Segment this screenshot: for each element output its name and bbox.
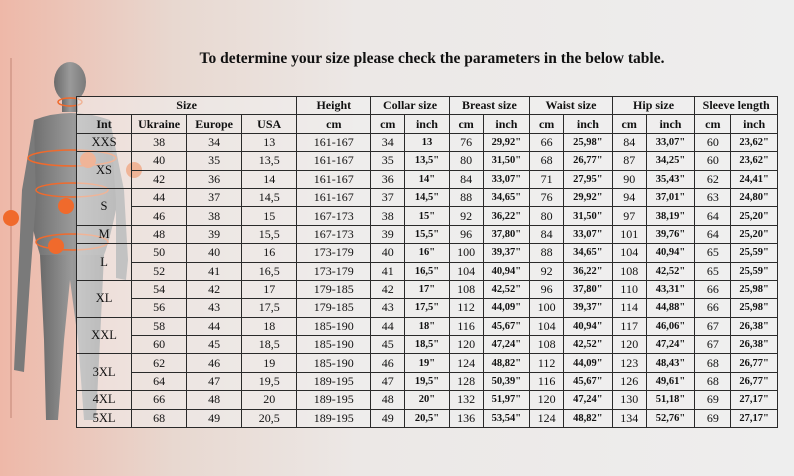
- cell-collar-cm: 46: [371, 354, 405, 372]
- cell-usa: 17,5: [242, 299, 297, 317]
- cell-waist-inch: 45,67": [564, 372, 613, 390]
- cell-hip-cm: 94: [612, 188, 646, 206]
- table-row: [77, 280, 778, 298]
- cell-sleeve-cm: 60: [695, 152, 731, 170]
- cell-sleeve-cm: 66: [695, 299, 731, 317]
- cell-collar-cm: 43: [371, 299, 405, 317]
- cell-waist-cm: 80: [530, 207, 564, 225]
- cell-waist-cm: 76: [530, 188, 564, 206]
- header-breast: Breast size: [449, 97, 529, 115]
- header-usa: USA: [242, 115, 297, 133]
- cell-europe: 47: [187, 372, 242, 390]
- cell-hip-inch: 38,19": [646, 207, 695, 225]
- cell-waist-inch: 42,52": [564, 336, 613, 354]
- cell-waist-inch: 47,24": [564, 391, 613, 409]
- cell-hip-cm: 114: [612, 299, 646, 317]
- cell-breast-inch: 39,37": [483, 244, 530, 262]
- cell-waist-inch: 34,65": [564, 244, 613, 262]
- table-row: [77, 207, 778, 225]
- cell-waist-cm: 116: [530, 372, 564, 390]
- cell-sleeve-inch: 26,38": [731, 336, 778, 354]
- cell-collar-cm: 48: [371, 391, 405, 409]
- cell-usa: 17: [242, 280, 297, 298]
- cell-hip-inch: 47,24": [646, 336, 695, 354]
- header-hip-inch: inch: [646, 115, 695, 133]
- cell-waist-inch: 29,92": [564, 188, 613, 206]
- cell-collar-inch: 13: [405, 133, 449, 151]
- cell-int: XXS: [77, 133, 132, 151]
- cell-collar-inch: 17,5": [405, 299, 449, 317]
- cell-sleeve-cm: 68: [695, 354, 731, 372]
- cell-ukraine: 66: [132, 391, 187, 409]
- table-row: [77, 152, 778, 170]
- cell-breast-cm: 108: [449, 280, 483, 298]
- table-row: [77, 299, 778, 317]
- cell-height: 173-179: [297, 244, 371, 262]
- cell-sleeve-cm: 68: [695, 372, 731, 390]
- cell-collar-inch: 13,5": [405, 152, 449, 170]
- cell-height: 167-173: [297, 225, 371, 243]
- cell-collar-inch: 19": [405, 354, 449, 372]
- header-breast-inch: inch: [483, 115, 530, 133]
- cell-sleeve-cm: 63: [695, 188, 731, 206]
- cell-height: 161-167: [297, 170, 371, 188]
- cell-collar-inch: 14,5": [405, 188, 449, 206]
- cell-collar-cm: 38: [371, 207, 405, 225]
- cell-sleeve-inch: 25,98": [731, 280, 778, 298]
- cell-waist-cm: 124: [530, 409, 564, 427]
- cell-waist-inch: 27,95": [564, 170, 613, 188]
- cell-hip-inch: 37,01": [646, 188, 695, 206]
- cell-hip-cm: 134: [612, 409, 646, 427]
- cell-breast-cm: 92: [449, 207, 483, 225]
- cell-sleeve-inch: 27,17": [731, 391, 778, 409]
- cell-ukraine: 38: [132, 133, 187, 151]
- cell-waist-cm: 66: [530, 133, 564, 151]
- cell-ukraine: 44: [132, 188, 187, 206]
- cell-collar-cm: 45: [371, 336, 405, 354]
- cell-hip-cm: 84: [612, 133, 646, 151]
- header-hip-cm: cm: [612, 115, 646, 133]
- height-dot: [3, 210, 19, 226]
- header-sleeve-inch: inch: [731, 115, 778, 133]
- cell-int: XL: [77, 280, 132, 317]
- cell-ukraine: 56: [132, 299, 187, 317]
- cell-hip-cm: 120: [612, 336, 646, 354]
- cell-collar-cm: 47: [371, 372, 405, 390]
- figure-left-arm: [14, 120, 36, 372]
- cell-sleeve-cm: 64: [695, 207, 731, 225]
- table-row: [77, 133, 778, 151]
- cell-breast-cm: 128: [449, 372, 483, 390]
- cell-sleeve-inch: 23,62": [731, 133, 778, 151]
- cell-ukraine: 40: [132, 152, 187, 170]
- cell-waist-cm: 68: [530, 152, 564, 170]
- cell-hip-cm: 130: [612, 391, 646, 409]
- cell-height: 189-195: [297, 391, 371, 409]
- header-ukraine: Ukraine: [132, 115, 187, 133]
- cell-sleeve-inch: 24,80": [731, 188, 778, 206]
- cell-collar-inch: 16": [405, 244, 449, 262]
- cell-hip-inch: 43,31": [646, 280, 695, 298]
- cell-collar-inch: 19,5": [405, 372, 449, 390]
- header-hip: Hip size: [612, 97, 695, 115]
- cell-waist-inch: 26,77": [564, 152, 613, 170]
- cell-breast-inch: 40,94": [483, 262, 530, 280]
- cell-hip-inch: 33,07": [646, 133, 695, 151]
- cell-breast-inch: 36,22": [483, 207, 530, 225]
- cell-sleeve-cm: 65: [695, 262, 731, 280]
- cell-usa: 13: [242, 133, 297, 151]
- cell-breast-cm: 76: [449, 133, 483, 151]
- cell-ukraine: 52: [132, 262, 187, 280]
- cell-waist-cm: 112: [530, 354, 564, 372]
- cell-ukraine: 50: [132, 244, 187, 262]
- cell-sleeve-inch: 24,41": [731, 170, 778, 188]
- cell-sleeve-inch: 25,20": [731, 207, 778, 225]
- cell-hip-inch: 48,43": [646, 354, 695, 372]
- table-row: [77, 262, 778, 280]
- cell-collar-inch: 18": [405, 317, 449, 335]
- cell-collar-cm: 36: [371, 170, 405, 188]
- cell-hip-inch: 42,52": [646, 262, 695, 280]
- cell-waist-cm: 108: [530, 336, 564, 354]
- cell-sleeve-cm: 67: [695, 336, 731, 354]
- cell-europe: 44: [187, 317, 242, 335]
- cell-height: 161-167: [297, 152, 371, 170]
- cell-height: 179-185: [297, 299, 371, 317]
- cell-breast-inch: 31,50": [483, 152, 530, 170]
- header-height-cm: cm: [297, 115, 371, 133]
- cell-sleeve-inch: 23,62": [731, 152, 778, 170]
- cell-waist-inch: 31,50": [564, 207, 613, 225]
- cell-sleeve-cm: 69: [695, 391, 731, 409]
- cell-collar-inch: 15,5": [405, 225, 449, 243]
- cell-usa: 19,5: [242, 372, 297, 390]
- cell-usa: 14,5: [242, 188, 297, 206]
- table-row: [77, 354, 778, 372]
- cell-breast-inch: 51,97": [483, 391, 530, 409]
- cell-europe: 41: [187, 262, 242, 280]
- cell-breast-cm: 100: [449, 244, 483, 262]
- cell-ukraine: 68: [132, 409, 187, 427]
- cell-hip-cm: 123: [612, 354, 646, 372]
- cell-waist-cm: 84: [530, 225, 564, 243]
- cell-waist-inch: 39,37": [564, 299, 613, 317]
- cell-breast-cm: 136: [449, 409, 483, 427]
- cell-int: L: [77, 244, 132, 281]
- cell-int: XS: [77, 152, 132, 189]
- cell-waist-cm: 100: [530, 299, 564, 317]
- cell-hip-inch: 39,76": [646, 225, 695, 243]
- cell-sleeve-cm: 65: [695, 244, 731, 262]
- cell-collar-inch: 20,5": [405, 409, 449, 427]
- cell-ukraine: 54: [132, 280, 187, 298]
- cell-ukraine: 64: [132, 372, 187, 390]
- table-row: [77, 225, 778, 243]
- cell-hip-cm: 126: [612, 372, 646, 390]
- table-row: [77, 372, 778, 390]
- cell-europe: 43: [187, 299, 242, 317]
- cell-sleeve-inch: 25,59": [731, 262, 778, 280]
- cell-collar-cm: 44: [371, 317, 405, 335]
- cell-europe: 49: [187, 409, 242, 427]
- header-collar-cm: cm: [371, 115, 405, 133]
- cell-usa: 18,5: [242, 336, 297, 354]
- cell-europe: 40: [187, 244, 242, 262]
- cell-collar-cm: 41: [371, 262, 405, 280]
- header-collar-inch: inch: [405, 115, 449, 133]
- cell-sleeve-inch: 26,77": [731, 372, 778, 390]
- cell-sleeve-cm: 66: [695, 280, 731, 298]
- cell-collar-inch: 18,5": [405, 336, 449, 354]
- cell-waist-inch: 40,94": [564, 317, 613, 335]
- cell-waist-cm: 104: [530, 317, 564, 335]
- cell-hip-inch: 44,88": [646, 299, 695, 317]
- cell-usa: 16,5: [242, 262, 297, 280]
- cell-europe: 34: [187, 133, 242, 151]
- cell-height: 179-185: [297, 280, 371, 298]
- cell-int: 5XL: [77, 409, 132, 427]
- cell-collar-inch: 17": [405, 280, 449, 298]
- cell-height: 185-190: [297, 354, 371, 372]
- cell-waist-cm: 88: [530, 244, 564, 262]
- cell-usa: 15,5: [242, 225, 297, 243]
- cell-hip-cm: 87: [612, 152, 646, 170]
- size-chart-table: [76, 96, 778, 428]
- cell-sleeve-cm: 67: [695, 317, 731, 335]
- cell-europe: 37: [187, 188, 242, 206]
- cell-hip-cm: 104: [612, 244, 646, 262]
- cell-sleeve-inch: 27,17": [731, 409, 778, 427]
- cell-breast-cm: 96: [449, 225, 483, 243]
- header-height: Height: [297, 97, 371, 115]
- cell-breast-cm: 112: [449, 299, 483, 317]
- cell-europe: 38: [187, 207, 242, 225]
- cell-europe: 42: [187, 280, 242, 298]
- cell-breast-inch: 48,82": [483, 354, 530, 372]
- cell-usa: 18: [242, 317, 297, 335]
- header-int: Int: [77, 115, 132, 133]
- cell-breast-cm: 104: [449, 262, 483, 280]
- cell-hip-cm: 117: [612, 317, 646, 335]
- table-row: [77, 409, 778, 427]
- page-title: To determine your size please check the parameters in the below table.: [199, 50, 665, 67]
- cell-breast-inch: 29,92": [483, 133, 530, 151]
- header-waist-inch: inch: [564, 115, 613, 133]
- cell-collar-cm: 49: [371, 409, 405, 427]
- cell-sleeve-inch: 26,38": [731, 317, 778, 335]
- cell-collar-inch: 20": [405, 391, 449, 409]
- cell-waist-cm: 120: [530, 391, 564, 409]
- cell-int: S: [77, 188, 132, 225]
- table-row: [77, 317, 778, 335]
- cell-sleeve-cm: 62: [695, 170, 731, 188]
- cell-waist-inch: 37,80": [564, 280, 613, 298]
- cell-breast-inch: 33,07": [483, 170, 530, 188]
- cell-height: 173-179: [297, 262, 371, 280]
- cell-int: 4XL: [77, 391, 132, 409]
- header-size: Size: [77, 97, 297, 115]
- cell-hip-inch: 52,76": [646, 409, 695, 427]
- cell-europe: 46: [187, 354, 242, 372]
- cell-breast-inch: 45,67": [483, 317, 530, 335]
- cell-height: 161-167: [297, 188, 371, 206]
- size-rows: [77, 133, 778, 427]
- cell-sleeve-cm: 64: [695, 225, 731, 243]
- cell-sleeve-inch: 25,98": [731, 299, 778, 317]
- cell-hip-inch: 35,43": [646, 170, 695, 188]
- header-row-top: [77, 97, 778, 115]
- cell-breast-inch: 44,09": [483, 299, 530, 317]
- cell-waist-cm: 92: [530, 262, 564, 280]
- table-row: [77, 188, 778, 206]
- cell-breast-inch: 53,54": [483, 409, 530, 427]
- cell-hip-cm: 110: [612, 280, 646, 298]
- cell-waist-inch: 33,07": [564, 225, 613, 243]
- cell-ukraine: 46: [132, 207, 187, 225]
- cell-ukraine: 42: [132, 170, 187, 188]
- cell-height: 167-173: [297, 207, 371, 225]
- cell-usa: 13,5: [242, 152, 297, 170]
- table-row: [77, 244, 778, 262]
- cell-collar-inch: 14": [405, 170, 449, 188]
- cell-int: XXL: [77, 317, 132, 354]
- cell-hip-cm: 108: [612, 262, 646, 280]
- cell-usa: 15: [242, 207, 297, 225]
- hip-dot: [48, 238, 64, 254]
- cell-europe: 36: [187, 170, 242, 188]
- header-sleeve-cm: cm: [695, 115, 731, 133]
- header-waist-cm: cm: [530, 115, 564, 133]
- cell-collar-cm: 42: [371, 280, 405, 298]
- cell-collar-inch: 15": [405, 207, 449, 225]
- cell-breast-inch: 50,39": [483, 372, 530, 390]
- cell-breast-cm: 80: [449, 152, 483, 170]
- cell-hip-inch: 46,06": [646, 317, 695, 335]
- cell-hip-inch: 51,18": [646, 391, 695, 409]
- cell-sleeve-cm: 60: [695, 133, 731, 151]
- cell-ukraine: 58: [132, 317, 187, 335]
- table-row: [77, 336, 778, 354]
- cell-int: 3XL: [77, 354, 132, 391]
- cell-europe: 39: [187, 225, 242, 243]
- cell-breast-cm: 120: [449, 336, 483, 354]
- header-breast-cm: cm: [449, 115, 483, 133]
- cell-height: 185-190: [297, 336, 371, 354]
- cell-breast-cm: 132: [449, 391, 483, 409]
- cell-hip-inch: 40,94": [646, 244, 695, 262]
- cell-breast-cm: 124: [449, 354, 483, 372]
- cell-collar-cm: 39: [371, 225, 405, 243]
- cell-collar-cm: 40: [371, 244, 405, 262]
- cell-collar-inch: 16,5": [405, 262, 449, 280]
- cell-hip-inch: 49,61": [646, 372, 695, 390]
- cell-ukraine: 48: [132, 225, 187, 243]
- table-row: [77, 391, 778, 409]
- header-sleeve: Sleeve length: [695, 97, 778, 115]
- cell-sleeve-inch: 25,20": [731, 225, 778, 243]
- cell-waist-inch: 48,82": [564, 409, 613, 427]
- header-collar: Collar size: [371, 97, 449, 115]
- cell-usa: 14: [242, 170, 297, 188]
- cell-hip-inch: 34,25": [646, 152, 695, 170]
- cell-sleeve-cm: 69: [695, 409, 731, 427]
- cell-breast-cm: 84: [449, 170, 483, 188]
- cell-height: 189-195: [297, 372, 371, 390]
- cell-height: 185-190: [297, 317, 371, 335]
- cell-waist-cm: 71: [530, 170, 564, 188]
- cell-collar-cm: 37: [371, 188, 405, 206]
- cell-europe: 45: [187, 336, 242, 354]
- cell-waist-inch: 36,22": [564, 262, 613, 280]
- cell-europe: 48: [187, 391, 242, 409]
- header-europe: Europe: [187, 115, 242, 133]
- cell-breast-cm: 116: [449, 317, 483, 335]
- cell-usa: 20,5: [242, 409, 297, 427]
- cell-sleeve-inch: 26,77": [731, 354, 778, 372]
- cell-breast-cm: 88: [449, 188, 483, 206]
- cell-usa: 16: [242, 244, 297, 262]
- cell-usa: 20: [242, 391, 297, 409]
- cell-usa: 19: [242, 354, 297, 372]
- cell-waist-inch: 25,98": [564, 133, 613, 151]
- cell-breast-inch: 47,24": [483, 336, 530, 354]
- cell-europe: 35: [187, 152, 242, 170]
- cell-ukraine: 62: [132, 354, 187, 372]
- cell-waist-cm: 96: [530, 280, 564, 298]
- cell-height: 161-167: [297, 133, 371, 151]
- table-row: [77, 170, 778, 188]
- cell-hip-cm: 90: [612, 170, 646, 188]
- cell-hip-cm: 97: [612, 207, 646, 225]
- cell-breast-inch: 34,65": [483, 188, 530, 206]
- cell-waist-inch: 44,09": [564, 354, 613, 372]
- cell-collar-cm: 34: [371, 133, 405, 151]
- cell-collar-cm: 35: [371, 152, 405, 170]
- cell-sleeve-inch: 25,59": [731, 244, 778, 262]
- cell-breast-inch: 37,80": [483, 225, 530, 243]
- cell-hip-cm: 101: [612, 225, 646, 243]
- cell-height: 189-195: [297, 409, 371, 427]
- cell-int: M: [77, 225, 132, 243]
- header-row-units: [77, 115, 778, 133]
- cell-breast-inch: 42,52": [483, 280, 530, 298]
- header-waist: Waist size: [530, 97, 613, 115]
- cell-ukraine: 60: [132, 336, 187, 354]
- waist-dot: [58, 198, 74, 214]
